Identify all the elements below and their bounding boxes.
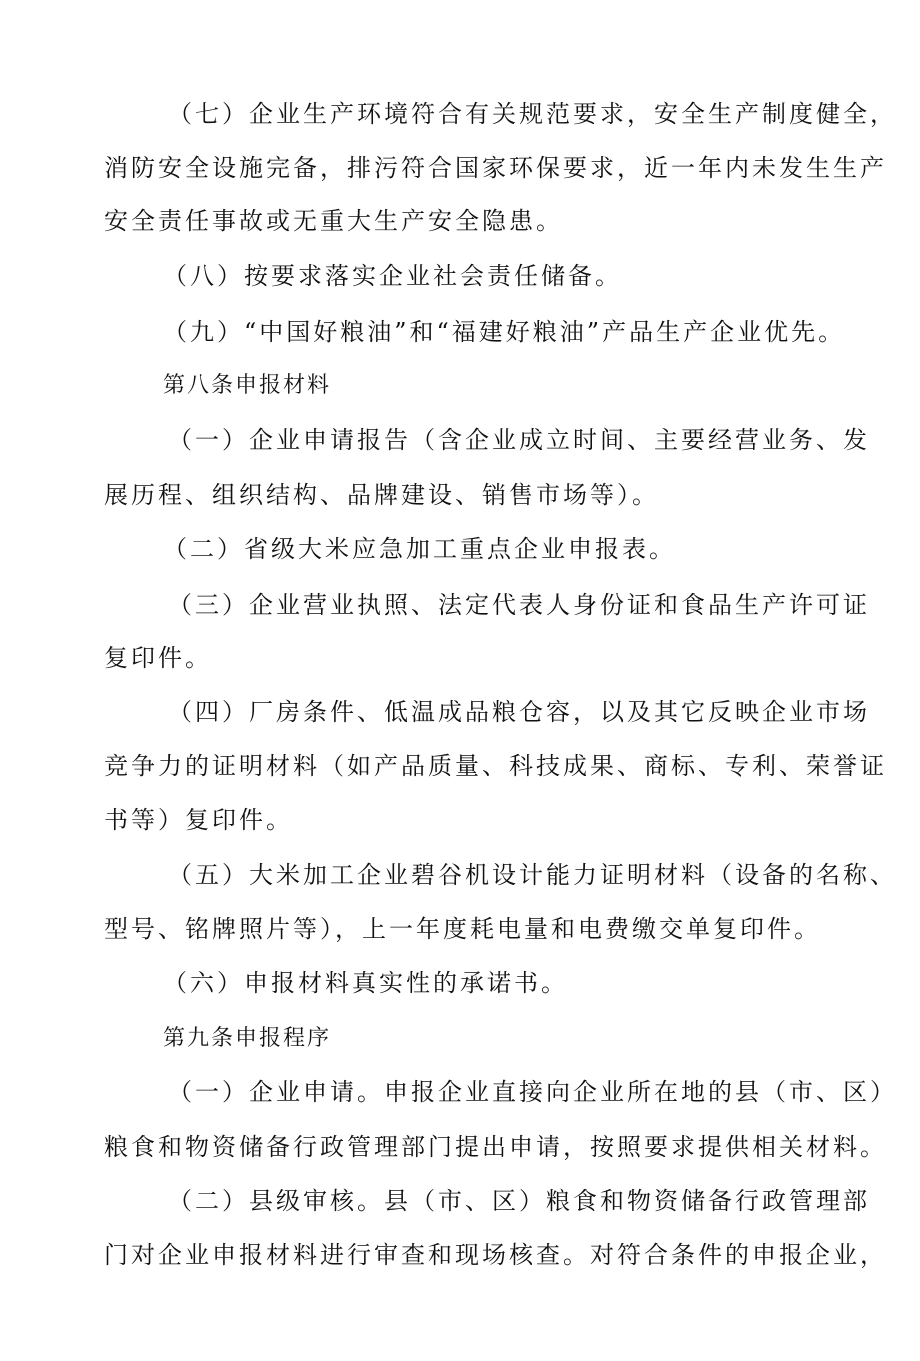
section-heading: 第九条申报程序 — [163, 1026, 332, 1051]
text-line: （六）申报材料真实性的承诺书。 — [163, 969, 568, 997]
text-line: 书等）复印件。 — [104, 806, 293, 834]
text-line: 粮食和物资储备行政管理部门提出申请，按照要求提供相关材料。 — [104, 1133, 887, 1161]
text-line: （九）“中国好粮油”和“福建好粮油”产品生产企业优先。 — [163, 318, 846, 346]
text-line: （一）企业申请报告（含企业成立时间、主要经营业务、发 — [168, 426, 870, 454]
text-line: （二）县级审核。县（市、区）粮食和物资储备行政管理部 — [168, 1187, 870, 1215]
text-line: 消防安全设施完备，排污符合国家环保要求，近一年内未发生生产 — [104, 154, 887, 182]
section-heading: 第八条申报材料 — [163, 373, 332, 398]
text-line: （一）企业申请。申报企业直接向企业所在地的县（市、区） — [168, 1078, 897, 1106]
text-line: 安全责任事故或无重大生产安全隐患。 — [104, 207, 563, 235]
text-line: 型号、铭牌照片等），上一年度耗电量和电费缴交单复印件。 — [104, 915, 821, 943]
text-line: （七）企业生产环境符合有关规范要求，安全生产制度健全， — [168, 100, 897, 128]
text-line: 竞争力的证明材料（如产品质量、科技成果、商标、专利、荣誉证 — [104, 752, 887, 780]
text-line: （二）省级大米应急加工重点企业申报表。 — [163, 535, 676, 563]
text-line: （五）大米加工企业碧谷机设计能力证明材料（设备的名称、 — [168, 861, 897, 889]
text-line: 复印件。 — [104, 644, 212, 672]
text-line: （八）按要求落实企业社会责任储备。 — [163, 262, 622, 290]
text-line: （三）企业营业执照、法定代表人身份证和食品生产许可证 — [168, 591, 870, 619]
text-line: 门对企业申报材料进行审查和现场核查。对符合条件的申报企业， — [104, 1241, 887, 1269]
text-line: （四）厂房条件、低温成品粮仓容，以及其它反映企业市场 — [168, 698, 870, 726]
text-line: 展历程、组织结构、品牌建设、销售市场等）。 — [104, 481, 659, 509]
